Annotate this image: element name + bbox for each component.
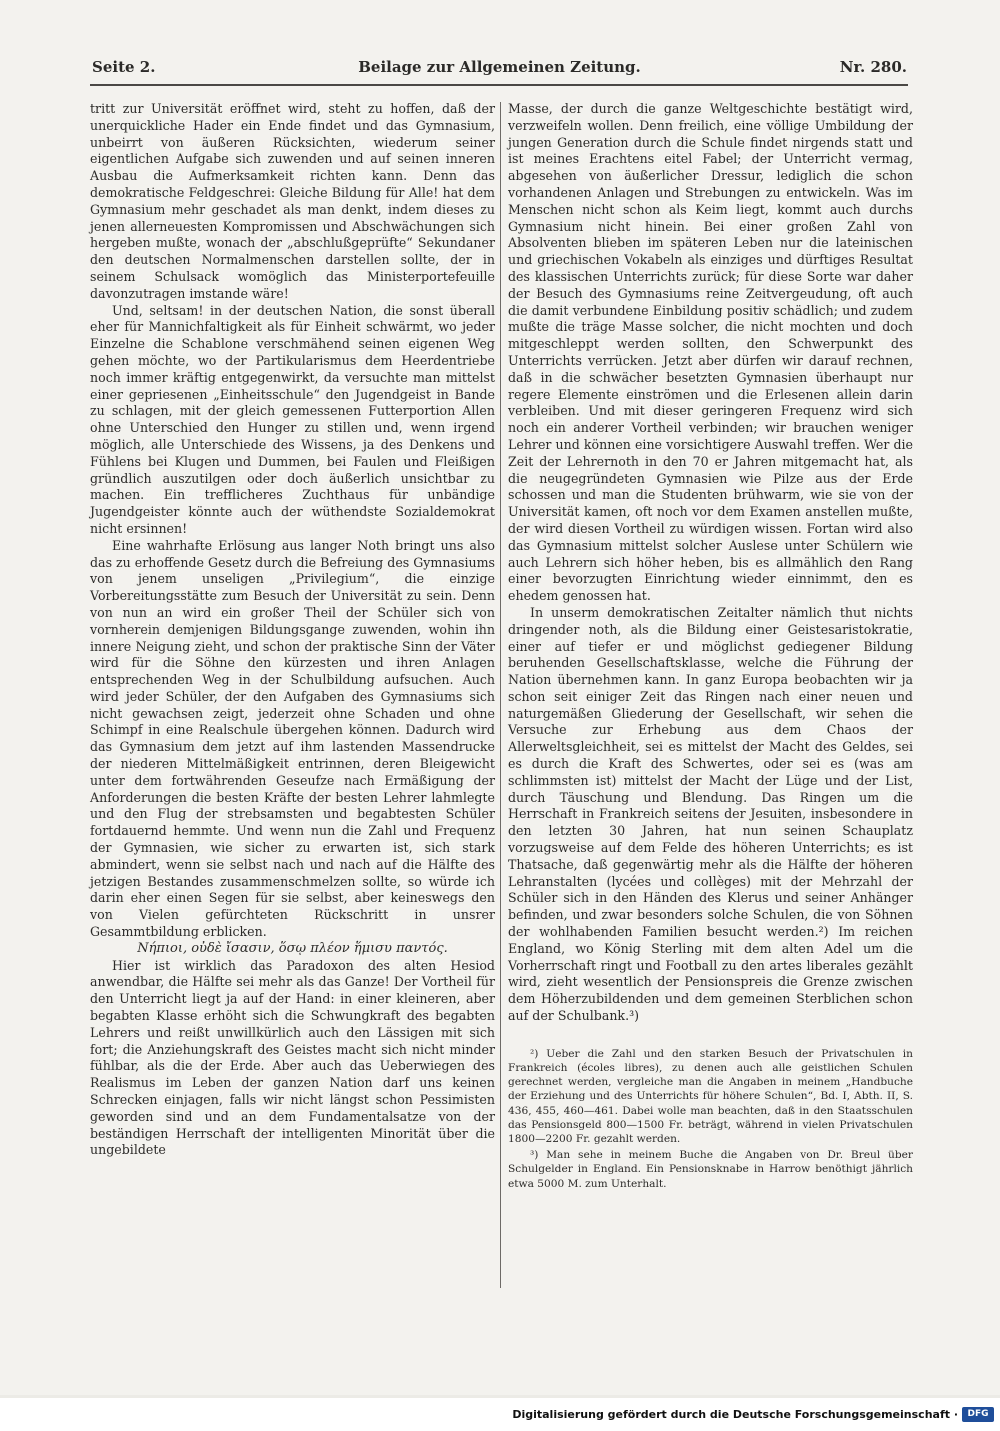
left-column <box>90 101 495 1159</box>
footnote: ²) Ueber die Zahl und den starken Besuch der Privatschulen in Frankreich (écoles libres), zu denen auch alle geistlichen Schulen gerechnet werden, vergleiche man die Angaben in meinem „Handbuche der Erziehung und des Unterrichts für höhere Schulen“, Bd. I, Abth. II, S. 436, 455, 460—461. Dabei wolle man beachten, daß in den Staatsschulen das Pensionsgeld 800—1500 Fr. beträgt, während in vielen Privatschulen 1800—2200 Fr. gezahlt werden. <box>508 1047 913 1146</box>
paragraph: In unserm demokratischen Zeitalter nämlich thut nichts dringender noth, als die Bildung einer Geistesaristokratie, einer auf tiefer er und möglichst gediegener Bildung beruhenden Gesellschaftsklasse, welche die Führung der Nation übernehmen kann. In ganz Europa beobachten wir ja schon seit einiger Zeit das Ringen nach einer neuen und naturgemäßen Gliederung der Gesellschaft, wir sehen die Versuche zur Erhebung aus dem Chaos der Allerweltsgleichheit, sei es mittelst der Macht des Geldes, sei es durch die Kraft des Schwertes, oder sei es (was am schlimmsten ist) mittelst der Macht der Lüge und der List, durch Täuschung und Blendung. Das Ringen um die Herrschaft in Frankreich seitens der Jesuiten, insbesondere in den letzten 30 Jahren, hat nun seinen Schauplatz vorzugsweise auf dem Felde des höheren Unterrichts; es ist Thatsache, daß gegenwärtig mehr als die Hälfte der höheren Lehranstalten (lycées und collèges) mit der Mehrzahl der Schüler sich in den Händen des Klerus und seiner Anhänger befinden, und zwar besonders solche Schulen, die von Söhnen der wohlhabenden Familien besucht werden.²) Im reichen England, wo König Sterling mit dem alten Adel um die Vorherrschaft ringt und Football zu den artes liberales gezählt wird, zieht wesentlich der Pensionspreis die Grenze zwischen dem Höherzubildenden und dem gemeinen Sterblichen schon auf der Schulbank.³) <box>508 604 913 1024</box>
page-number: Seite 2. <box>92 58 156 76</box>
digitization-footer <box>0 1398 1000 1431</box>
dfg-logo-icon: DFG <box>962 1407 994 1422</box>
paragraph: Und, seltsam! in der deutschen Nation, die sonst überall eher für Mannichfaltigkeit als für Einheit schwärmt, wo jeder Einzelne die Schablone verschmähend seinen eigenen Weg gehen möchte, wo der Partikularismus dem Heerdentriebe noch immer kräftig entgegenwirkt, da versuchte man mittelst einer gepriesenen „Einheitsschule“ den Jugendgeist in Bande zu schlagen, mit der gleich gemessenen Futterportion Allen ohne Unterschied den Hunger zu stillen und, wenn irgend möglich, alle Unterschiede des Wissens, ja des Denkens und Fühlens bei Klugen und Dummen, bei Faulen und Fleißigen gründlich auszutilgen oder doch äußerlich unsichtbar zu machen. Ein trefflicheres Zuchthaus für unbändige Jugendgeister könnte auch der wüthendste Sozialdemokrat nicht ersinnen! <box>90 302 495 536</box>
page-header <box>92 58 907 82</box>
footnote: ³) Man sehe in meinem Buche die Angaben von Dr. Breul über Schulgelder in England. Ein Pensionsknabe in Harrow benöthigt jährlich etwa 5000 M. zum Unterhalt. <box>508 1149 913 1190</box>
paragraph: tritt zur Universität eröffnet wird, steht zu hoffen, daß der unerquickliche Hader ein Ende findet und das Gymnasium, unbeirrt von äußeren Rücksichten, wiederum seiner eigentlichen Aufgabe sich zuwenden und auf seinen inneren Ausbau die Aufmerksamkeit richten kann. Denn das demokratische Feldgeschrei: Gleiche Bildung für Alle! hat dem Gymnasium mehr geschadet als man denkt, indem dieses zu jenen allerneuesten Kompromissen und Abschwächungen sich hergeben mußte, wonach der „abschlußgeprüfte“ Sekundaner den deutschen Normalmenschen darstellen sollte, der in seinem Schulsack womöglich das Ministerportefeuille davonzutragen imstande wäre! <box>90 101 495 301</box>
right-column <box>508 101 913 1193</box>
column-divider <box>500 102 501 1288</box>
publication-title: Beilage zur Allgemeinen Zeitung. <box>358 58 641 76</box>
greek-quote: Νήπιοι, οὐδὲ ἴσασιν, ὅσῳ πλέον ἥμισυ παντός. <box>137 940 448 956</box>
paragraph: Hier ist wirklich das Paradoxon des alten Hesiod anwendbar, die Hälfte sei mehr als das Ganze! Der Vortheil für den Unterricht liegt ja auf der Hand: in einer kleineren, aber begabten Klasse erhöht sich die Schwungkraft des begabten Lehrers und reißt unwillkürlich auch den Lässigen mit sich fort; die Anziehungskraft des Geistes macht sich nicht minder fühlbar, als die der Erde. Aber auch das Ueberwiegen des Realismus im Leben der ganzen Nation darf uns keinen Schrecken einjagen, falls wir nicht längst schon Pessimisten geworden sind und an dem Fundamentalsatze von der beständigen Herrschaft der intelligenten Minorität über die ungebildete <box>90 957 495 1158</box>
paragraph: Eine wahrhafte Erlösung aus langer Noth bringt uns also das zu erhoffende Gesetz durch die Befreiung des Gymnasiums von jenem unseligen „Privilegium“, die einzige Vorbereitungsstätte zum Besuch der Universität zu sein. Denn von nun an wird ein großer Theil der Schüler sich von vornherein demjenigen Bildungsgange zuwenden, wohin ihn innere Neigung zieht, und schon der praktische Sinn der Väter wird für die Söhne den kürzesten und ihren Anlagen entsprechenden Weg in der Schulbildung aufsuchen. Auch wird jeder Schüler, der den Aufgaben des Gymnasiums sich nicht gewachsen zeigt, jederzeit ohne Schaden und ohne Schimpf in eine Realschule übergehen können. Dadurch wird das Gymnasium dem jetzt auf ihm lastenden Massendrucke der niederen Mittelmäßigkeit entrinnen, deren Bleigewicht unter dem fortwährenden Geseufze nach Ermäßigung der Anforderungen die besten Kräfte der besten Lehrer lahmlegte und den Flug der strebsamsten und begabtesten Schüler fortdauernd hemmte. Und wenn nun die Zahl und Frequenz der Gymnasien, wie sicher zu erwarten ist, sich stark abmindert, wenn sie selbst nach und nach auf die Hälfte des jetzigen Bestandes zusammenschmelzen sollte, so würde ich darin eher einen Segen für sie selbst, aber keineswegs den von Vielen gefürchteten Rückschritt in unsrer Gesammtbildung erblicken. <box>90 537 495 940</box>
paragraph: Masse, der durch die ganze Weltgeschichte bestätigt wird, verzweifeln wollen. Denn freilich, eine völlige Umbildung der jungen Generation durch die Schule findet nirgends statt und ist meines Erachtens eitel Fabel; der Unterricht vermag, abgesehen von äußerlicher Dressur, lediglich die schon vorhandenen Anlagen und Strebungen zu entwickeln. Was im Menschen nicht schon als Keim liegt, kommt auch durchs Gymnasium nicht hinein. Bei einer großen Zahl von Absolventen blieben im späteren Leben nur die lateinischen und griechischen Vokabeln als einziges und dürftiges Resultat des klassischen Unterrichts zurück; für diese Sorte war daher der Besuch des Gymnasiums reine Zeitvergeudung, oft auch die damit verbundene Einbildung positiv schädlich; und zudem mußte die träge Masse solcher, die nicht mochten und doch mitgeschleppt werden sollten, den Schwerpunkt des Unterrichts verrücken. Jetzt aber dürfen wir darauf rechnen, daß in die schwächer besetzten Gymnasien überhaupt nur regere Elemente einströmen und die Erlesenen allein darin verbleiben. Und mit dieser geringeren Frequenz wird sich noch ein anderer Vortheil verbinden; wir brauchen weniger Lehrer und können eine vorsichtigere Auswahl treffen. Wer die Zeit der Lehrernoth in den 70 er Jahren mitgemacht hat, als die neugegründeten Gymnasien wie Pilze aus der Erde schossen und man die Studenten brühwarm, wie sie von der Universität kamen, oft noch vor dem Examen anstellen mußte, der wird diesen Vortheil zu würdigen wissen. Fortan wird also das Gymnasium mittelst solcher Auslese unter Schülern wie auch Lehrern sich höher heben, bis es allmählich den Rang einer bevorzugten Einrichtung wieder einnimmt, den es ehedem genossen hat. <box>508 101 913 604</box>
funding-credit: Digitalisierung gefördert durch die Deutsche Forschungsgemeinschaft · <box>512 1408 958 1421</box>
footnotes <box>508 1047 913 1191</box>
header-rule <box>90 84 908 86</box>
issue-number: Nr. 280. <box>839 58 907 76</box>
